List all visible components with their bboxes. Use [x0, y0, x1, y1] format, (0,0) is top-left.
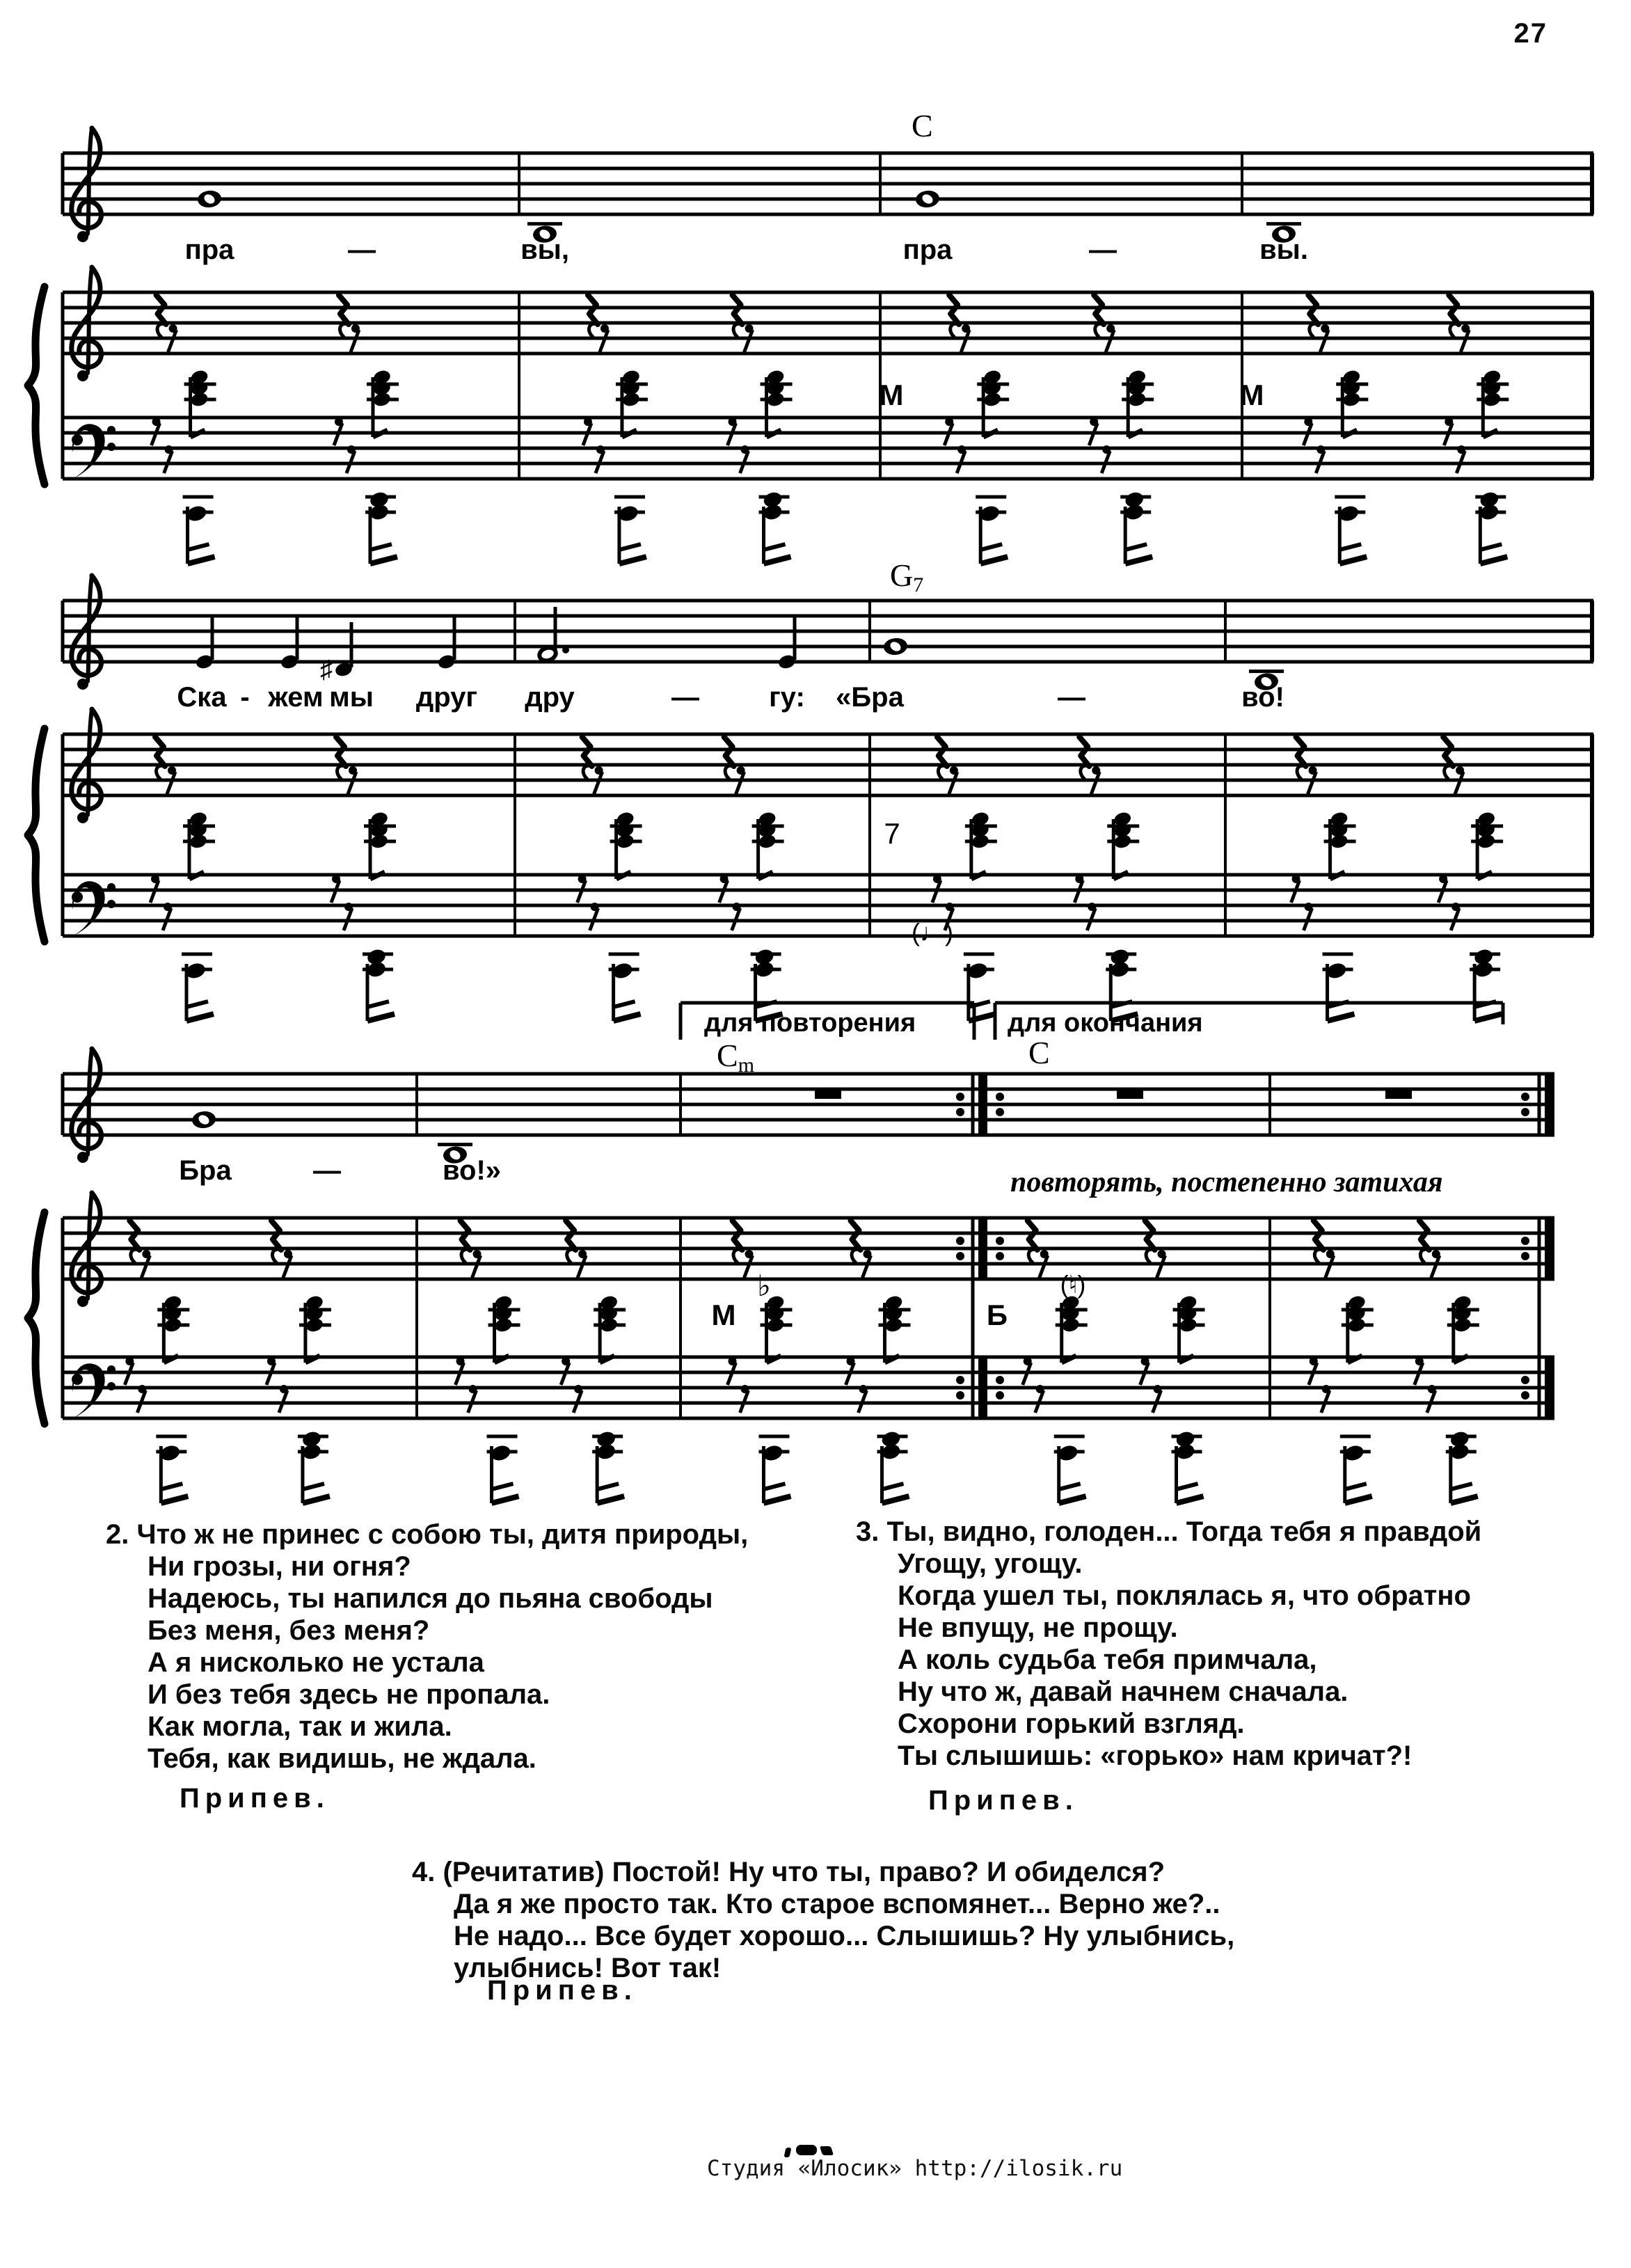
- repeat-dots: [996, 1108, 1004, 1116]
- score-shape: [567, 1249, 575, 1262]
- lyric-syllable: -: [240, 682, 250, 713]
- repeat-barline: [978, 1357, 987, 1418]
- lyric-syllable: вы.: [1259, 235, 1308, 265]
- score-shape: [949, 295, 959, 324]
- lyric-syllable: —: [1089, 235, 1117, 265]
- eighth-rest: [472, 1255, 481, 1278]
- lyric-syllable: —: [313, 1155, 341, 1186]
- bass-clef-icon: [107, 443, 116, 451]
- score-shape: [1028, 1221, 1037, 1250]
- bayan-marker: М: [879, 379, 904, 411]
- score-shape: [157, 324, 166, 337]
- note-beam: [614, 1014, 641, 1021]
- verse-line: Угощу, угощу.: [898, 1548, 1083, 1579]
- piano-brace: [28, 287, 45, 484]
- note-beam: [764, 557, 791, 564]
- verse-line: Как могла, так и жила.: [148, 1711, 452, 1742]
- repeat-dots: [1521, 1391, 1529, 1399]
- note-beam: [1480, 557, 1507, 564]
- eighth-rest: [1106, 330, 1114, 352]
- note-beam: [303, 1496, 330, 1503]
- score-shape: [733, 295, 742, 324]
- lyric-syllable: во!: [1241, 682, 1284, 713]
- note-beam: [764, 1484, 786, 1489]
- bass-clef-icon: [72, 891, 83, 903]
- verse-line: Надеюсь, ты напился до пьяна свободы: [148, 1583, 713, 1614]
- score-shape: [725, 766, 733, 779]
- eighth-rest: [1308, 772, 1316, 794]
- final-barline: [1545, 1074, 1554, 1135]
- piano-brace: [28, 729, 45, 942]
- repeat-dots: [1521, 1237, 1529, 1245]
- verse-line: 4. (Речитатив) Постой! Ну что ты, право? И обиделся?: [412, 1857, 1165, 1887]
- note-beam: [1474, 1014, 1502, 1021]
- note-beam: [1177, 1496, 1204, 1503]
- note-beam: [186, 1001, 208, 1007]
- treble-clef-icon: [88, 267, 92, 373]
- score-shape: [1297, 766, 1305, 779]
- lyric-syllable: гу:: [769, 682, 805, 713]
- repeat-dots: [996, 1237, 1004, 1245]
- score-shape: [1079, 737, 1089, 766]
- score-shape: [461, 1221, 470, 1250]
- repeat-dots: [1521, 1093, 1529, 1101]
- score-shape: [1146, 1249, 1154, 1262]
- lyric-syllable: —: [348, 235, 376, 265]
- repeat-dots: [996, 1376, 1004, 1384]
- verse-line: Ну что ж, давай начнем сначала.: [898, 1676, 1348, 1707]
- eighth-rest: [745, 330, 753, 352]
- lyric-syllable: —: [671, 682, 699, 713]
- refrain-label-2: Припев.: [180, 1783, 330, 1814]
- repeat-barline: [978, 1074, 987, 1135]
- score-shape: [733, 1249, 742, 1262]
- verse-line: Ни грозы, ни огня?: [148, 1551, 411, 1582]
- score-shape: [1443, 737, 1453, 766]
- eighth-rest: [949, 772, 957, 794]
- note-beam: [1480, 544, 1502, 550]
- score-shape: [589, 324, 597, 337]
- note-beam: [1345, 1484, 1367, 1489]
- note-beam: [1125, 557, 1152, 564]
- note-beam: [980, 544, 1002, 550]
- whole-rest: [1385, 1089, 1412, 1099]
- note-beam: [614, 1001, 635, 1007]
- bayan-marker: 7: [884, 817, 900, 850]
- score-shape: [1094, 295, 1104, 324]
- repeat-dots: [1521, 1108, 1529, 1116]
- score-shape: [937, 737, 947, 766]
- score-shape: [1449, 295, 1458, 324]
- bayan-marker: (♮): [1060, 1270, 1086, 1299]
- bayan-marker: ♭: [757, 1269, 771, 1302]
- bass-clef-icon: [107, 1365, 116, 1374]
- score-shape: [1450, 324, 1458, 337]
- note-beam: [1059, 1496, 1086, 1503]
- score-shape: [340, 324, 349, 337]
- note-beam: [619, 557, 646, 564]
- score-shape: [938, 766, 946, 779]
- score-shape: [724, 737, 734, 766]
- eighth-rest: [1461, 330, 1469, 352]
- lyric-syllable: во!»: [442, 1155, 502, 1186]
- treble-clef-icon: [77, 1296, 88, 1307]
- note-beam: [1328, 1014, 1355, 1021]
- note-beam: [492, 1496, 519, 1503]
- note-beam: [1451, 1484, 1472, 1489]
- eighth-rest: [1040, 1255, 1048, 1278]
- page-number: 27: [1513, 18, 1548, 49]
- final-barline: [1545, 1357, 1554, 1418]
- lyric-syllable: вы,: [520, 235, 569, 265]
- note-beam: [188, 557, 215, 564]
- verse-line: 2. Что ж не принес с собою ты, дитя природы,: [106, 1519, 749, 1550]
- lyric-syllable: дру: [525, 682, 575, 713]
- score-shape: [157, 766, 165, 779]
- note-beam: [882, 1484, 904, 1489]
- verse-line: Да я же просто так. Кто старое вспомянет... Верно же?..: [454, 1889, 1220, 1919]
- chord-symbol: Cm: [717, 1038, 755, 1077]
- repeat-dots: [956, 1237, 964, 1245]
- bass-clef-icon: [107, 900, 116, 908]
- verse-line: Схорони горький взгляд.: [898, 1708, 1245, 1739]
- eighth-rest: [1091, 772, 1099, 794]
- treble-clef-icon: [77, 231, 88, 242]
- eighth-rest: [745, 1255, 753, 1278]
- volta1-label: для повторения: [704, 1008, 916, 1038]
- score-shape: [733, 1221, 742, 1250]
- repeat-dots: [1521, 1252, 1529, 1260]
- score-shape: [1310, 324, 1318, 337]
- bayan-marker: (♩): [912, 918, 953, 946]
- score-shape: [1145, 1221, 1155, 1250]
- score-shape: [1314, 1221, 1323, 1250]
- note-beam: [370, 544, 392, 550]
- eighth-rest: [348, 772, 356, 794]
- note-beam: [1339, 544, 1361, 550]
- bass-clef-icon: [107, 426, 116, 434]
- score-shape: [1028, 1249, 1037, 1262]
- treble-clef-icon: [88, 128, 92, 234]
- note-beam: [1339, 557, 1367, 564]
- repeat-dots: [956, 1093, 964, 1101]
- lyric-syllable: друг: [415, 682, 478, 713]
- note-beam: [186, 1014, 214, 1021]
- repeat-dots: [956, 1391, 964, 1399]
- note-beam: [597, 1496, 624, 1503]
- note-beam: [367, 1001, 389, 1007]
- whole-rest: [1117, 1089, 1143, 1099]
- eighth-rest: [863, 1255, 871, 1278]
- score-shape: [337, 766, 346, 779]
- treble-clef-icon: [88, 1193, 92, 1299]
- repeat-dots: [996, 1093, 1004, 1101]
- score-shape: [566, 1221, 575, 1250]
- bass-clef-icon: [107, 883, 116, 891]
- treble-clef-icon: [88, 1049, 92, 1155]
- note-beam: [980, 557, 1008, 564]
- verse-4: [412, 1856, 1234, 1984]
- score-shape: [1308, 295, 1318, 324]
- verse-line: Без меня, без меня?: [148, 1615, 430, 1646]
- chord-symbol: C: [912, 108, 933, 143]
- note-beam: [1177, 1484, 1198, 1489]
- score-shape: [733, 324, 742, 337]
- score-shape: [950, 324, 959, 337]
- score-shape: [155, 737, 165, 766]
- score-shape: [588, 295, 598, 324]
- bayan-marker: Б: [986, 1299, 1008, 1331]
- eighth-rest: [1455, 772, 1463, 794]
- treble-clef-icon: [77, 1152, 88, 1163]
- note-beam: [188, 544, 209, 550]
- score-shape: [1419, 1221, 1429, 1250]
- verse-line: улыбнись! Вот так!: [454, 1953, 722, 1983]
- score-shape: [129, 1221, 139, 1250]
- verse-line: Не впущу, не прощу.: [898, 1612, 1178, 1643]
- verse-line: Ты слышишь: «горько» нам кричат?!: [898, 1740, 1413, 1771]
- eighth-rest: [283, 1255, 292, 1278]
- score-shape: [461, 1249, 470, 1262]
- verse-line: 3. Ты, видно, голоден... Тогда тебя я правдой: [856, 1516, 1482, 1547]
- verse-3: [856, 1516, 1481, 1772]
- note-beam: [597, 1484, 619, 1489]
- lyric-syllable: мы: [329, 682, 374, 713]
- eighth-rest: [1326, 1255, 1334, 1278]
- bass-clef-icon: [72, 434, 83, 445]
- score-shape: [1314, 1249, 1323, 1262]
- eighth-rest: [351, 330, 359, 352]
- performance-instruction: повторять, постепенно затихая: [1010, 1166, 1443, 1198]
- refrain-label-3: Припев.: [928, 1785, 1079, 1816]
- repeat-dots: [956, 1376, 964, 1384]
- treble-clef-icon: [77, 679, 88, 690]
- eighth-rest: [1320, 330, 1328, 352]
- note-beam: [1059, 1484, 1081, 1489]
- verse-2: [106, 1518, 748, 1775]
- repeat-dots: [1521, 1376, 1529, 1384]
- verse-line: А я нисколько не устала: [148, 1647, 484, 1678]
- score-shape: [131, 1249, 139, 1262]
- score-shape: [1296, 737, 1306, 766]
- lyric-syllable: Ска: [177, 682, 227, 713]
- score-shape: [852, 1249, 860, 1262]
- eighth-rest: [578, 1255, 586, 1278]
- note-beam: [1345, 1496, 1372, 1503]
- final-barline: [1545, 1218, 1554, 1279]
- lyric-syllable: пра: [902, 235, 953, 265]
- note-beam: [161, 1496, 188, 1503]
- score-shape: [1445, 766, 1453, 779]
- repeat-dots: [996, 1252, 1004, 1260]
- note-beam: [764, 1496, 791, 1503]
- verse-line: А коль судьба тебя примчала,: [898, 1644, 1317, 1675]
- bass-clef-icon: [107, 1382, 116, 1390]
- verse-line: Не надо... Все будет хорошо... Слышишь? Ну улыбнись,: [454, 1921, 1235, 1951]
- note-beam: [1451, 1496, 1478, 1503]
- treble-clef-icon: [88, 576, 92, 681]
- note-beam: [1125, 544, 1147, 550]
- lyric-syllable: пра: [184, 235, 234, 265]
- eighth-rest: [600, 330, 608, 352]
- score-shape: [1081, 766, 1089, 779]
- note-beam: [161, 1484, 182, 1489]
- refrain-label-4: Припев.: [487, 1975, 637, 2006]
- score-shape: [272, 1249, 280, 1262]
- verse-line: И без тебя здесь не пропала.: [148, 1679, 550, 1710]
- note-beam: [367, 1014, 395, 1021]
- lyric-syllable: —: [1058, 682, 1085, 713]
- lyric-syllable: жем: [268, 682, 324, 713]
- eighth-rest: [736, 772, 745, 794]
- accidental-sharp: ♯: [320, 655, 333, 683]
- eighth-rest: [141, 1255, 150, 1278]
- bayan-marker: М: [711, 1299, 736, 1331]
- eighth-rest: [1157, 1255, 1165, 1278]
- repeat-barline: [978, 1218, 987, 1279]
- score-shape: [1420, 1249, 1429, 1262]
- treble-clef-icon: [77, 370, 88, 381]
- note-beam: [370, 557, 397, 564]
- eighth-rest: [168, 330, 177, 352]
- verse-line: Тебя, как видишь, не ждала.: [148, 1743, 536, 1774]
- eighth-rest: [961, 330, 969, 352]
- eighth-rest: [594, 772, 603, 794]
- bass-clef-icon: [72, 1374, 83, 1385]
- score-shape: [157, 295, 166, 324]
- score-shape: [271, 1221, 281, 1250]
- score-shape: [339, 295, 349, 324]
- lyric-syllable: «Бра: [836, 682, 904, 713]
- note-beam: [303, 1484, 324, 1489]
- score-shape: [851, 1221, 861, 1250]
- augmentation-dot: [562, 647, 569, 653]
- repeat-dots: [996, 1391, 1004, 1399]
- eighth-rest: [167, 772, 175, 794]
- bayan-marker: М: [1239, 379, 1264, 411]
- footer-credit: Студия «Илосик» http://ilosik.ru: [707, 2156, 1123, 2181]
- eighth-rest: [1431, 1255, 1440, 1278]
- verse-line: Когда ушел ты, поклялась я, что обратно: [898, 1580, 1471, 1611]
- note-beam: [764, 544, 786, 550]
- score-shape: [583, 766, 591, 779]
- repeat-dots: [956, 1252, 964, 1260]
- note-beam: [619, 544, 641, 550]
- treble-clef-icon: [88, 709, 92, 815]
- volta2-label: для окончания: [1008, 1008, 1203, 1038]
- score-shape: [1095, 324, 1104, 337]
- treble-clef-icon: [77, 812, 88, 823]
- repeat-dots: [956, 1108, 964, 1116]
- whole-rest: [815, 1089, 841, 1099]
- piano-brace: [28, 1212, 45, 1424]
- note-beam: [492, 1484, 514, 1489]
- chord-symbol: G7: [890, 557, 924, 596]
- note-beam: [882, 1496, 909, 1503]
- score-shape: [582, 737, 592, 766]
- chord-symbol: C: [1028, 1035, 1050, 1070]
- lyric-syllable: Бра: [179, 1155, 232, 1186]
- score-shape: [336, 737, 346, 766]
